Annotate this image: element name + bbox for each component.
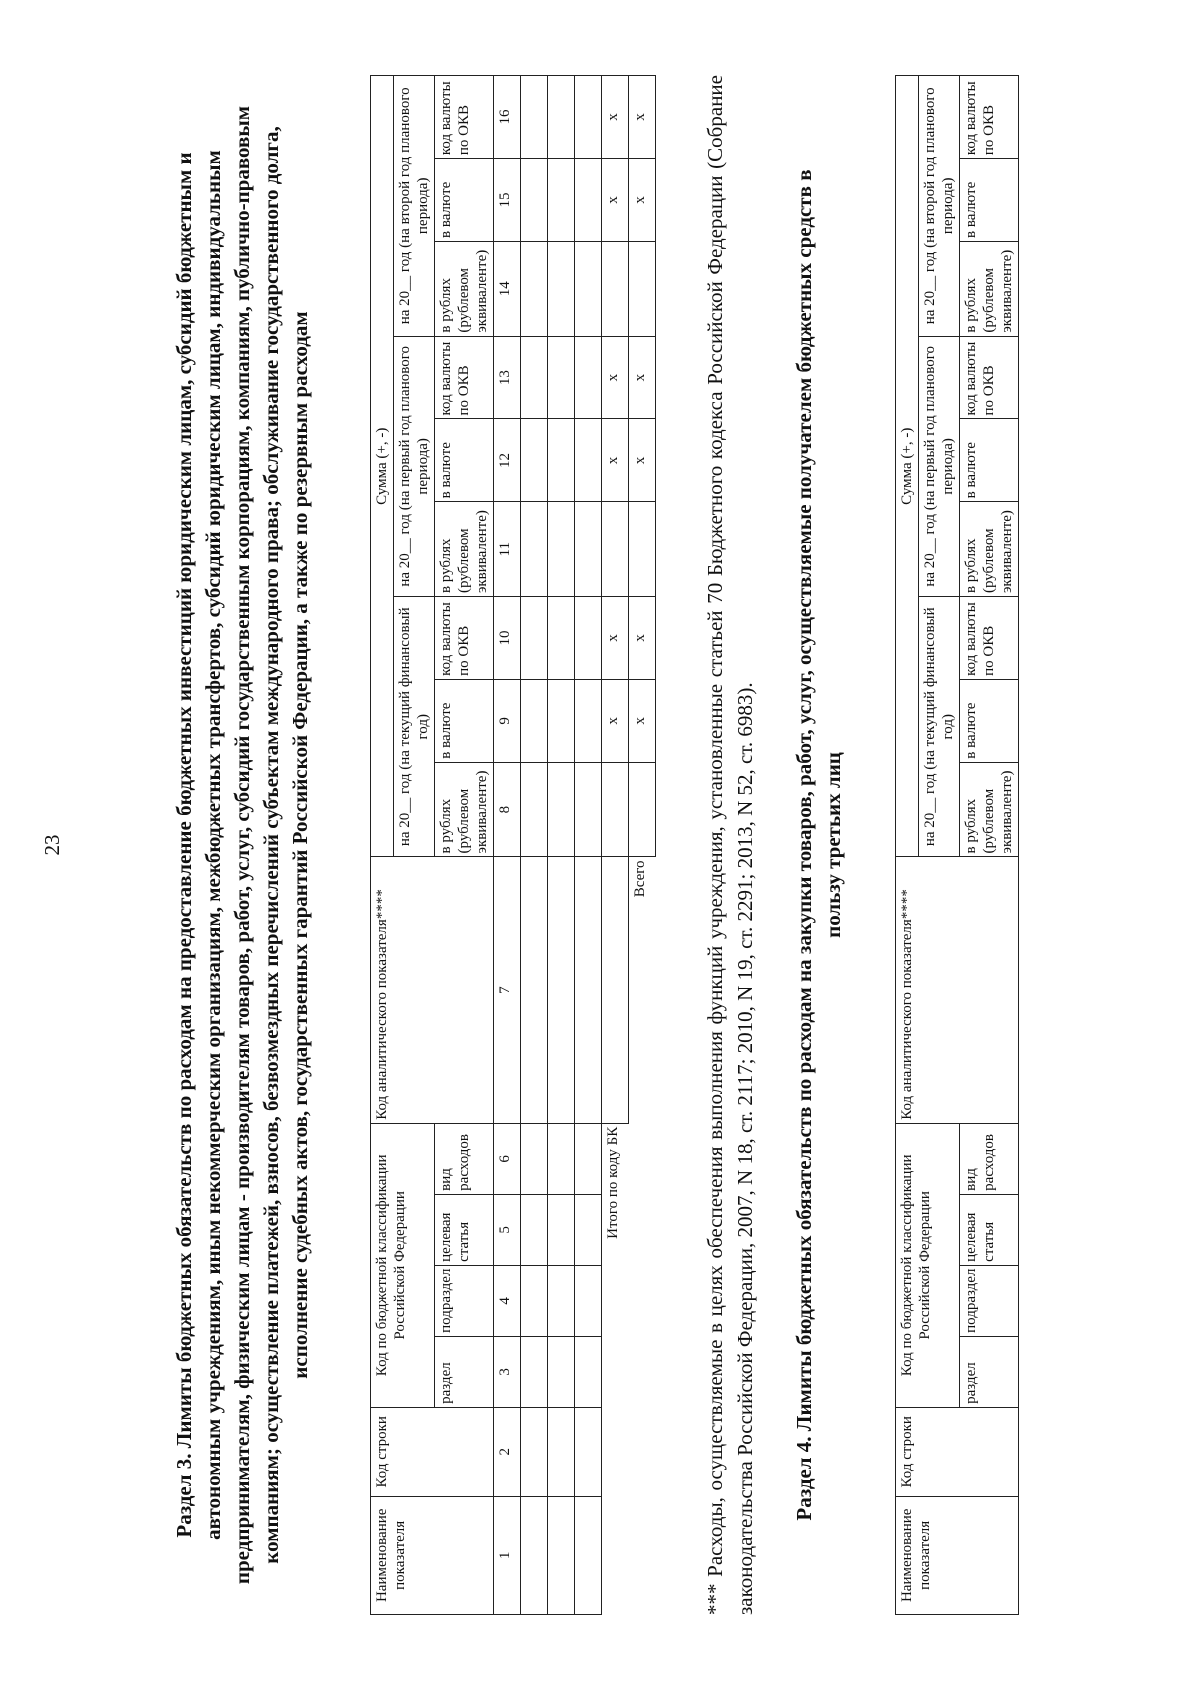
header-currency-code: код валюты по ОКВ <box>435 76 494 159</box>
column-number: 16 <box>494 76 521 159</box>
header-currency-code: код валюты по ОКВ <box>960 76 1019 159</box>
header-first-year: на 20__ год (на первый год планового периода) <box>394 336 435 596</box>
column-number: 8 <box>494 762 521 857</box>
x-mark: x <box>629 597 656 680</box>
header-row-code: Код строки <box>371 1407 494 1496</box>
table-row <box>521 76 548 1615</box>
header-rubles: в рублях (рублевом эквиваленте) <box>435 762 494 857</box>
header-expense-type: вид расходов <box>960 1123 1019 1194</box>
x-mark: x <box>602 597 629 680</box>
page-number: 23 <box>40 834 64 856</box>
header-currency-code: код валюты по ОКВ <box>960 336 1019 419</box>
header-bk-code: Код по бюджетной классификации Российской Федерации <box>896 1123 960 1407</box>
x-mark: x <box>629 679 656 762</box>
header-currency-code: код валюты по ОКВ <box>960 597 1019 680</box>
header-currency: в валюте <box>960 419 1019 502</box>
header-second-year: на 20__ год (на второй год планового периода) <box>394 76 435 337</box>
column-number: 5 <box>494 1194 521 1265</box>
x-mark: x <box>602 419 629 502</box>
column-number: 12 <box>494 419 521 502</box>
x-mark: x <box>629 159 656 242</box>
x-mark: x <box>629 419 656 502</box>
column-number: 15 <box>494 159 521 242</box>
header-target-article: целевая статья <box>435 1194 494 1265</box>
table-row <box>575 76 602 1615</box>
header-currency: в валюте <box>960 159 1019 242</box>
column-number: 2 <box>494 1407 521 1496</box>
table-row <box>548 76 575 1615</box>
header-analytic-code: Код аналитического показателя**** <box>896 857 1019 1123</box>
column-number: 3 <box>494 1336 521 1407</box>
column-number: 1 <box>494 1496 521 1614</box>
column-number: 10 <box>494 597 521 680</box>
column-number-row <box>494 76 521 1615</box>
header-first-year: на 20__ год (на первый год планового периода) <box>919 336 960 596</box>
header-currency: в валюте <box>435 679 494 762</box>
header-analytic-code: Код аналитического показателя**** <box>371 857 494 1123</box>
column-number: 4 <box>494 1265 521 1336</box>
column-number: 13 <box>494 336 521 419</box>
header-bk-code: Код по бюджетной классификации Российской Федерации <box>371 1123 435 1407</box>
section-3-heading: Раздел 3. Лимиты бюджетных обязательств по расходам на предоставление бюджетных инвестиций юридическим лицам, субсидий бюджетным и автономным учреждениям, иным некоммерческим организациям, межбюджетных трансфертов, субсидий юридическим лицам, индивидуальным предпринимателям, физическим лицам - производителям товаров, работ, услуг, субсидий государственным корпорациям, компаниям, публично-правовым компаниям; осуществление платежей, взносов, безвозмездных перечислений субъектам международного права; обслуживание государственного долга, исполнение судебных актов, государственных гарантий Российской Федерации, а также по резервным расходам <box>172 105 312 1585</box>
header-subsection: подраздел <box>435 1265 494 1336</box>
vsego-label: Всего <box>632 860 648 898</box>
header-rubles: в рублях (рублевом эквиваленте) <box>435 241 494 336</box>
vsego-row <box>629 76 656 1615</box>
x-mark: x <box>602 159 629 242</box>
section-4-table <box>895 75 1019 1615</box>
section-3-table <box>370 75 656 1615</box>
header-current-year: на 20__ год (на текущий финансовый год) <box>394 597 435 857</box>
column-number: 7 <box>494 857 521 1123</box>
header-current-year: на 20__ год (на текущий финансовый год) <box>919 597 960 857</box>
header-currency-code: код валюты по ОКВ <box>435 336 494 419</box>
header-rubles: в рублях (рублевом эквиваленте) <box>435 502 494 597</box>
header-currency: в валюте <box>435 159 494 242</box>
x-mark: x <box>602 679 629 762</box>
header-section: раздел <box>960 1336 1019 1407</box>
x-mark: x <box>629 76 656 159</box>
header-currency: в валюте <box>960 679 1019 762</box>
header-subsection: подраздел <box>960 1265 1019 1336</box>
column-number: 14 <box>494 241 521 336</box>
header-section: раздел <box>435 1336 494 1407</box>
x-mark: x <box>602 336 629 419</box>
section-4-heading: Раздел 4. Лимиты бюджетных обязательств по расходам на закупки товаров, работ, услуг, осуществляемые получателем бюджетных средств в пользу третьих лиц <box>792 169 845 1521</box>
footnote: *** Расходы, осуществляемые в целях обеспечения выполнения функций учреждения, установленные статьей 70 Бюджетного кодекса Российской Федерации (Собрание законодательства Российской Федерации, 2007, N 18, ст. 2117; 2010, N 19, ст. 2291; 2013, N 52, ст. 6983). <box>703 75 757 1615</box>
header-expense-type: вид расходов <box>435 1123 494 1194</box>
column-number: 6 <box>494 1123 521 1194</box>
header-name: Наименование показателя <box>896 1496 1019 1614</box>
itogo-label: Итого по коду БК <box>605 1126 621 1239</box>
header-currency: в валюте <box>435 419 494 502</box>
x-mark: x <box>629 336 656 419</box>
header-target-article: целевая статья <box>960 1194 1019 1265</box>
itogo-row <box>602 76 629 1615</box>
x-mark: x <box>602 76 629 159</box>
header-rubles: в рублях (рублевом эквиваленте) <box>960 502 1019 597</box>
column-number: 11 <box>494 502 521 597</box>
header-rubles: в рублях (рублевом эквиваленте) <box>960 762 1019 857</box>
header-sum: Сумма (+, -) <box>371 76 394 857</box>
header-currency-code: код валюты по ОКВ <box>435 597 494 680</box>
header-name: Наименование показателя <box>371 1496 494 1614</box>
header-row-code: Код строки <box>896 1407 1019 1496</box>
column-number: 9 <box>494 679 521 762</box>
header-sum: Сумма (+, -) <box>896 76 919 857</box>
header-rubles: в рублях (рублевом эквиваленте) <box>960 241 1019 336</box>
header-second-year: на 20__ год (на второй год планового периода) <box>919 76 960 337</box>
